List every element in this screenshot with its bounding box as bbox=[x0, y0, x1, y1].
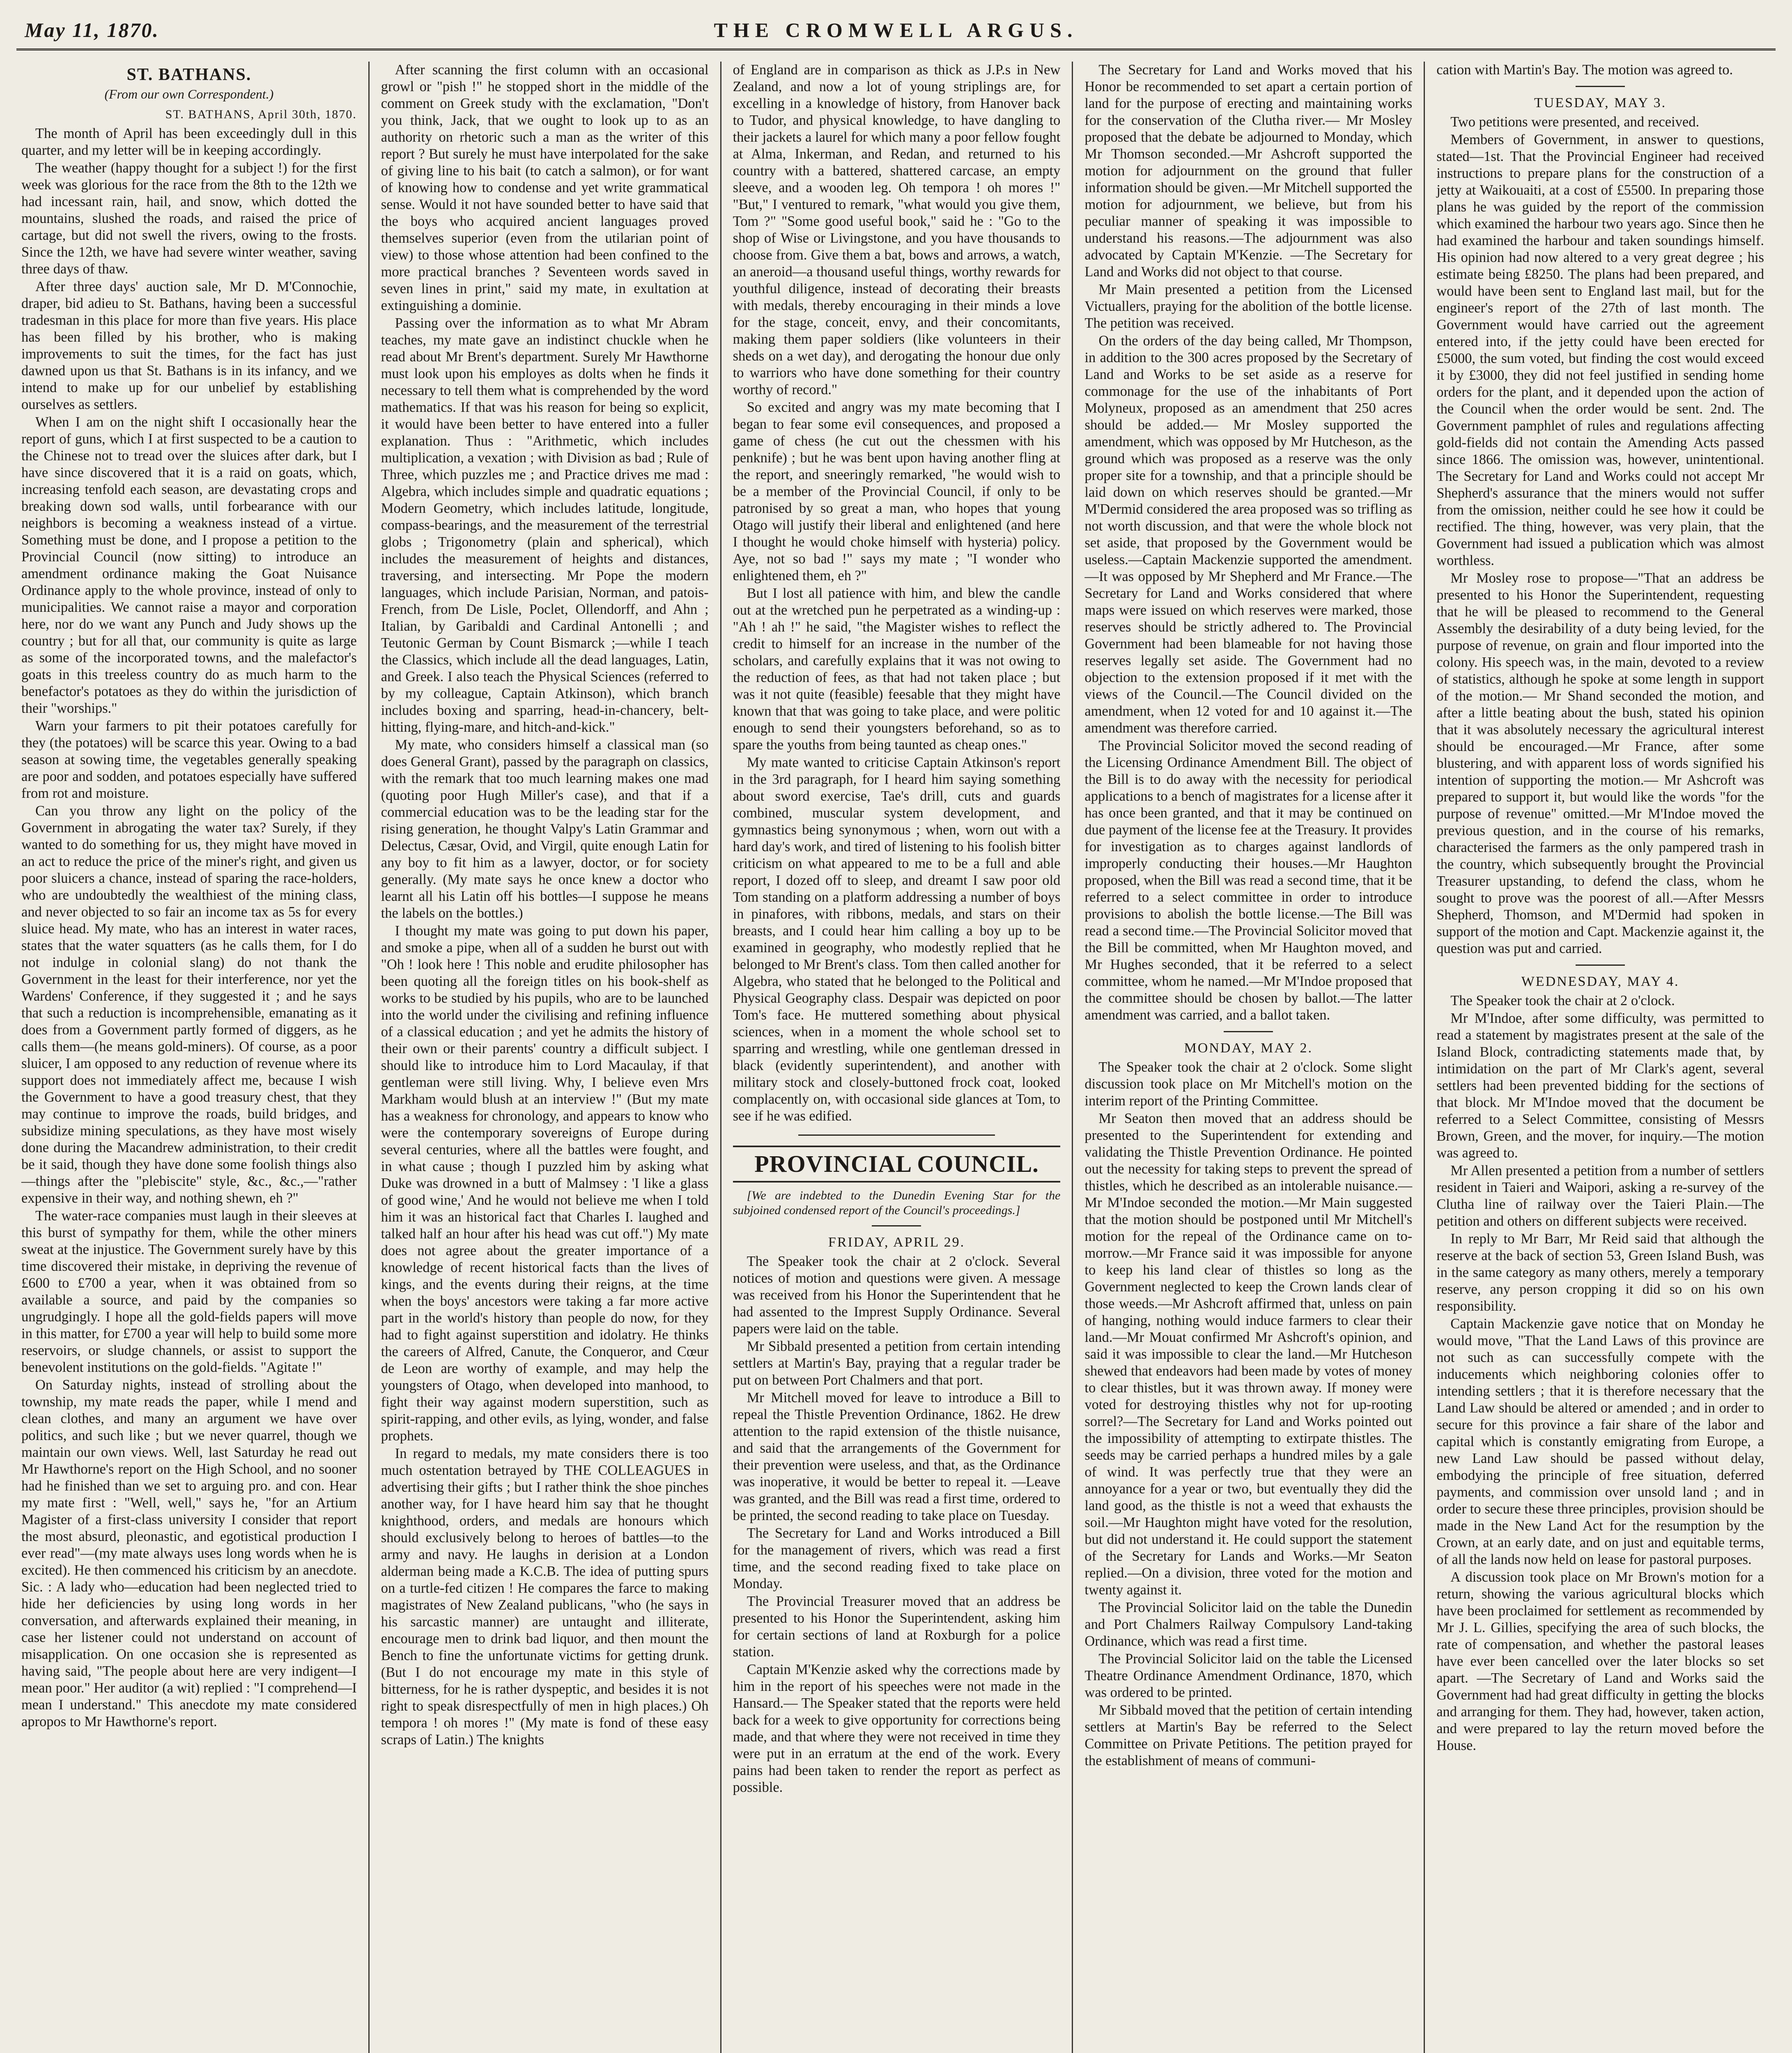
paragraph: of England are in comparison as thick as J.P.s in New Zealand, and now a lot of young striplings are, for excelling in a knowledge of history, from Hanover back to Tudor, and physical knowledge, to have dangling to their jackets a laurel for which many a poor fellow fought at Alma, Inkerman, and Redan, and returned to his country with a battered, shattered carcase, an empty sleeve, and a wooden leg. Oh tempora ! oh mores !" "But," I ventured to remark, "what would you give them, Tom ?" "Some good useful book," said he : "Go to the shop of Wise or Livingstone, and you have thousands to choose from. Give them a bat, bows and arrows, a watch, an aneroid—a thousand useful things, worthy rewards for youthful diligence, instead of decorating their breasts with medals, thereby encouraging in their minds a love for the stage, conceit, envy, and their concomitants, making them paper soldiers (like volunteers in their sheds on a wet day), and derogating the honour due only to warriors who have done something for their country worthy of record." bbox=[733, 62, 1061, 397]
column-3 bbox=[720, 62, 1072, 2053]
paragraph: I thought my mate was going to put down his paper, and smoke a pipe, when all of a sudden he burst out with "Oh ! look here ! This noble and erudite philosopher has been quoting all the foreign titles on his book-shelf as works to be studied by his pupils, who are to be launched into the world under the civilising and refining influence of a classical education ; and yet he admits the history of their own or their parents' country a difficult subject. I should like to introduce him to Lord Macaulay, if that gentleman were still living. Why, I believe even Mrs Markham would blush at an interview !" (But my mate has a weakness for chronology, and appears to know who were the contemporary sovereigns of Europe during several centuries, where all the battles were fought, and in what cause ; though I puzzled him by asking what Duke was drowned in a butt of Malmsey : 'I like a glass of good wine,' And he would not believe me when I told him it was an historical fact that Charles I. laughed and talked half an hour after his head was cut off.") My mate does not agree about the greater importance of a knowledge of recent historical facts than the lives of kings, and the events during their reigns, at the time when the boys' ancestors were taking a far more active part in the world's history than people do now, for they had to fight against superstition and idolatry. He thinks the careers of Alfred, Canute, the Conqueror, and Cœur de Leon are worthy of example, and may help the youngsters of Otago, when developed into manhood, to fight their way against modern superstition, such as spirit-rapping, and other evils, as lying, wonder, and false prophets. bbox=[381, 923, 709, 1444]
paragraph: My mate wanted to criticise Captain Atkinson's report in the 3rd paragraph, for I heard him saying something about sword exercise, Tae's drill, cuts and guards combined, muscular system development, and gymnastics being synonymous ; when, worn out with a hard day's work, and tired of listening to his foolish bitter criticism on what appeared to me to be a full and able report, I dozed off to sleep, and dreamt I saw poor old Tom standing on a platform addressing a number of boys in pinafores, with ribbons, medals, and stars on their breasts, and I could hear him calling a boy up to be examined in geography, who modestly replied that he belonged to Mr Brent's class. Tom then called another for Algebra, who stated that he belonged to the Political and Physical Geography class. Despair was depicted on poor Tom's face. He muttered something about physical sciences, when in a moment the whole school set to sparring and wrestling, while one gentleman dressed in black (evidently superintendent), and another with military stock and closely-buttoned frock coat, looked complacently on, with occasional side glances at Tom, to see if he was edified. bbox=[733, 755, 1061, 1124]
paragraph: So excited and angry was my mate becoming that I began to fear some evil consequences, and proposed a game of chess (he cut out the chessmen with his penknife) ; but he was bent upon having another fling at the report, and sneeringly remarked, "he would wish to be a member of the Provincial Council, if only to be patronised by so great a man, who hopes that young Otago will justify their liberal and enlightened (and here I thought he would choke himself with hysteria) policy. Aye, not so bad !" says my mate ; "I wonder who enlightened them, eh ?" bbox=[733, 400, 1061, 583]
paragraph: Passing over the information as to what Mr Abram teaches, my mate gave an indistinct chuckle when he read about Mr Brent's department. Surely Mr Hawthorne must look upon his employes as dolts when he finds it necessary to tell them what is comprehended by the word mathematics. If that was his reason for being so explicit, it would have been better to have entered into a fuller explanation. Thus : "Arithmetic, which includes multiplication, a vexation ; with Division as bad ; Rule of Three, which puzzles me ; and Practice drives me mad : Algebra, which includes simple and quadratic equations ; Modern Geometry, which includes latitude, longitude, compass-bearings, and the measurement of the terrestrial globs ; Trigonometry (plain and spherical), which includes the measurement of heights and distances, traversing, and intersecting. Mr Pope the modern languages, which include Parisian, Norman, and patois-French, from De Lisle, Poclet, Ollendorff, and Ahn ; Italian, by Garibaldi and Cardinal Antonelli ; and Teutonic German by Count Bismarck ;—while I teach the Classics, which include all the dead languages, Latin, and Greek. I also teach the Physical Sciences (referred to by my colleague, Captain Atkinson), which branch includes boxing and sparring, head-in-chancery, belt-hitting, flying-mare, and hitch-and-kick." bbox=[381, 315, 709, 735]
masthead bbox=[16, 16, 1776, 51]
paragraph: The Provincial Solicitor laid on the table the Licensed Theatre Ordinance Amendment Ordinance, 1870, which was ordered to be printed. bbox=[1084, 1651, 1413, 1700]
column-1 bbox=[16, 62, 368, 2053]
paragraph: Warn your farmers to pit their potatoes carefully for they (the potatoes) will be scarce this year. Owing to a bad season at sowing time, the vegetables generally speaking are poor and sodden, and potatoes especially have suffered from rot and moisture. bbox=[21, 718, 357, 801]
dateline: ST. BATHANS, April 30th, 1870. bbox=[165, 108, 357, 121]
paragraph: After three days' auction sale, Mr D. M'Connochie, draper, bid adieu to St. Bathans, having been a successful tradesman in this place for more than five years. His place has been filled by his brother, who is making improvements to suit the times, for the fact has just dawned upon us that St. Bathans is in its infancy, and we intend to make up for our unbelief by establishing ourselves as settlers. bbox=[21, 279, 357, 412]
divider bbox=[1576, 86, 1625, 87]
correspondent-credit: (From our own Correspondent.) bbox=[104, 87, 274, 101]
day-heading-wednesday: WEDNESDAY, MAY 4. bbox=[1521, 974, 1679, 989]
column-2 bbox=[368, 62, 720, 2053]
paragraph: On Saturday nights, instead of strolling about the township, my mate reads the paper, while I mend and clean clothes, and many an argument we have over politics, and such like ; but we never quarrel, though we maintain our own views. Well, last Saturday he read out Mr Hawthorne's report on the High School, and no sooner had he finished than we set to arguing pro. and con. Hear my mate first : "Well, well," says he, "for an Artium Magister of a first-class university I consider that report the most absurd, pleonastic, and egotistical production I ever read"—(my mate always uses long words when he is excited). He then commenced his criticism by an anecdote. Sic. : A lady who—education had been neglected tried to hide her deficiencies by using long words in her conversation, and afterwards explained their meaning, in case her listener could not understand on account of misapplication. On one occasion she is represented as having said, "The people about here are very indigent—I mean poor." Her auditor (a wit) replied : "I comprehend—I mean I understand." This anecdote my mate considered apropos to Mr Hawthorne's report. bbox=[21, 1377, 357, 1729]
paragraph: The Secretary for Land and Works introduced a Bill for the management of rivers, which was read a first time, and the second reading fixed to take place on Monday. bbox=[733, 1525, 1061, 1591]
paragraph: The weather (happy thought for a subject !) for the first week was glorious for the race from the 8th to the 12th we had incessant rain, hail, and snow, which dotted the mountains, slushed the roads, and raised the price of cartage, but did not swell the rivers, owing to the frosts. Since the 12th, we have had severe winter weather, saving three days of thaw. bbox=[21, 160, 357, 277]
paragraph: Mr M'Indoe, after some difficulty, was permitted to read a statement by magistrates present at the sale of the Island Block, contradicting statements made that, by intimidation on the part of Mr Clark's agent, several settlers had been prevented bidding for the sections of that block. Mr M'Indoe moved that the document be referred to a Select Committee, consisting of Messrs Brown, Green, and the mover, for inquiry.—The motion was agreed to. bbox=[1436, 1010, 1764, 1161]
section-divider bbox=[798, 1134, 995, 1136]
divider bbox=[1576, 964, 1625, 966]
paragraph: But I lost all patience with him, and blew the candle out at the wretched pun he perpetrated as a winding-up : "Ah ! ah !" he said, "the Magister wishes to reflect the credit to himself for an increase in the number of the scholars, and carefully explains that it was not owing to the reduction of fees, as that had not taken place ; but was it not quite (feasible) feesable that they might have known that that was going to take place, and were politic enough to send their youngsters beforehand, so as to spare the youths from being taunted as cheap ones." bbox=[733, 586, 1061, 753]
section-heading-provincial-council: PROVINCIAL COUNCIL. bbox=[733, 1146, 1061, 1183]
paragraph: When I am on the night shift I occasionally hear the report of guns, which I at first suspected to be a caution to the Chinese not to tread over the sluices after dark, but I have since discovered that it is a raid on goats, which, increasing tenfold each season, are devastating crops and breaking down sod walls, until forbearance with our neighbors is becoming a weakness instead of a virtue. Something must be done, and I propose a petition to the Provincial Council (now sitting) to introduce an amendment ordinance making the Goat Nuisance Ordinance apply to the whole province, instead of only to municipalities. We cannot raise a mayor and corporation here, nor do we want any Punch and Judy shows up the country ; but for all that, our community is quite as large as some of the incorporated towns, and the malefactor's goats in this treeless country do as much harm to the benefactor's potatoes as they do within the jurisdiction of their "worships." bbox=[21, 414, 357, 716]
paragraph: The Speaker took the chair at 2 o'clock. bbox=[1450, 993, 1675, 1008]
divider bbox=[1224, 1031, 1273, 1032]
paragraph: Mr Sibbald moved that the petition of certain intending settlers at Martin's Bay be referred to the Select Committee on Private Petitions. The petition prayed for the establishment of means of communi- bbox=[1084, 1702, 1413, 1768]
paragraph: A discussion took place on Mr Brown's motion for a return, showing the various agricultural blocks which have been proclaimed for settlement as recommended by Mr J. L. Gillies, specifying the area of such blocks, the rate of compensation, and whether the pastoral leases have ever been cancelled over the later blocks so set apart. —The Secretary of Land and Works said the Government had had great difficulty in getting the blocks and arranging for them. They had, however, taken action, and were prepared to lay the return moved before the House. bbox=[1436, 1569, 1764, 1753]
paragraph: My mate, who considers himself a classical man (so does General Grant), passed by the paragraph on classics, with the remark that too much learning makes one mad (quoting poor Hugh Miller's case), and that if a commercial education was to be the leading star for the rising generation, he thought Valpy's Latin Grammar and Delectus, Cæsar, Ovid, and Virgil, quite enough Latin for any boy to fit him as a lawyer, doctor, or for society generally. (My mate says he once knew a doctor who learnt all his Latin off his bottles—I suppose he means the labels on the bottles.) bbox=[381, 737, 709, 921]
paragraph: Two petitions were presented, and received. bbox=[1450, 114, 1700, 130]
column-5 bbox=[1424, 62, 1776, 2053]
editorial-note: [We are indebted to the Dunedin Evening Star for the subjoined condensed report of the Council's proceedings.] bbox=[733, 1189, 1061, 1217]
paragraph: The Provincial Treasurer moved that an address be presented to his Honor the Superintendent, asking him for certain sections of land at Roxburgh for a police station. bbox=[733, 1594, 1061, 1660]
paragraph: The Speaker took the chair at 2 o'clock. Several notices of motion and questions were given. A message was received from his Honor the Superintendent that he had assented to the Imprest Supply Ordinance. Several papers were laid on the table. bbox=[733, 1254, 1061, 1337]
paragraph: The month of April has been exceedingly dull in this quarter, and my letter will be in keeping accordingly. bbox=[21, 126, 357, 158]
paragraph: Mr Mitchell moved for leave to introduce a Bill to repeal the Thistle Prevention Ordinance, 1862. He drew attention to the rapid extension of the thistle nuisance, and said that the arrangements of the Government for their prevention were useless, and that, as the Ordinance was inoperative, it would be better to repeal it. —Leave was granted, and the Bill was read a first time, ordered to be printed, the second reading to take place on Tuesday. bbox=[733, 1390, 1061, 1523]
issue-date: May 11, 1870. bbox=[25, 18, 159, 41]
paragraph: cation with Martin's Bay. The motion was agreed to. bbox=[1436, 62, 1733, 78]
paragraph: The Provincial Solicitor moved the second reading of the Licensing Ordinance Amendment Bill. The object of the Bill is to do away with the necessity for periodical applications to a bench of magistrates for a license after it has once been granted, and that it may be continued on due payment of the license fee at the Treasury. It provides for investigation as to charges against landlords of improperly conducting their houses.—Mr Haughton proposed, when the Bill was read a second time, that it be referred to a select committee in order to introduce provisions to abolish the bottle license.—The Bill was read a second time.—The Provincial Solicitor moved that the Bill be committed, when Mr Haughton moved, and Mr Hughes seconded, that it be referred to a select committee, whom he named.—Mr M'Indoe proposed that the committee should be chosen by ballot.—The latter amendment was carried, and a ballot taken. bbox=[1084, 738, 1413, 1023]
divider bbox=[872, 1225, 921, 1226]
paragraph: Can you throw any light on the policy of the Government in abrogating the water tax? Surely, if they wanted to do something for us, they might have moved in an act to reduce the price of the miner's right, and given us poor sluicers a chance, instead of sparing the race-holders, who are undoubtedly the wealthiest of the mining class, and never objected to so fair an income tax as 5s for every sluice head. My mate, who has an interest in water races, states that the water squatters (as he calls them, for I do not indulge in colonial slang) do not thank the Government in the least for their interference, nor yet the Wardens' Conference, if they suggested it ; and he says that such a reduction is incomprehensible, emanating as it does from a Government partly formed of diggers, as he calls them—(he means gold-miners). Of course, as a poor sluicer, I am opposed to any reduction of revenue where its support does not immediately affect me, because I wish the Government to have a good treasury chest, that they may continue to improve the roads, build bridges, and subsidize mining speculations, as they have most wisely done during the Macandrew administration, to their credit be it said, though they have done some foolish things also—things after the "plebiscite" style, &c., &c.,—"rather expensive in their way, and nothing shewn, eh ?" bbox=[21, 803, 357, 1206]
paragraph: The Speaker took the chair at 2 o'clock. Some slight discussion took place on Mr Mitchell's motion on the interim report of the Printing Committee. bbox=[1084, 1059, 1413, 1109]
day-heading-tuesday: TUESDAY, MAY 3. bbox=[1534, 95, 1667, 110]
day-heading-monday: MONDAY, MAY 2. bbox=[1184, 1040, 1313, 1056]
paragraph: The Provincial Solicitor laid on the table the Dunedin and Port Chalmers Railway Compulsory Land-taking Ordinance, which was read a first time. bbox=[1084, 1600, 1413, 1649]
paragraph: Mr Seaton then moved that an address should be presented to the Superintendent for extending and validating the Thistle Prevention Ordinance. He pointed out the necessity for taking steps to prevent the spread of thistles, which he described as an intolerable nuisance.—Mr M'Indoe seconded the motion.—Mr Main suggested that the motion should be postponed until Mr Mitchell's motion for the repeal of the Ordinance came on to-morrow.—Mr France said it was impossible for anyone to keep his land clear of thistles so long as the Government neglected to keep the Crown lands clear of those weeds.—Mr Ashcroft affirmed that, unless on pain of hanging, nothing would induce farmers to clear their land.—Mr Mouat confirmed Mr Ashcroft's opinion, and said it was impossible to clear the land.—Mr Hutcheson shewed that endeavors had been made by votes of money to clear thistles, but it was thrown away. If money were voted for destroying thistles why not for up-rooting sorrel?—The Secretary for Land and Works pointed out the impossibility of attempting to extirpate thistles. The seeds may be carried perhaps a hundred miles by a gale of wind. It was perfectly true that they were an annoyance for a year or two, but eventually they did the land good, as the thistle is not a weed that exhausts the soil.—Mr Haughton might have voted for the resolution, but did not understand it. He could support the statement of the Secretary for Lands and Works.—Mr Seaton replied.—On a division, three voted for the motion and twenty against it. bbox=[1084, 1111, 1413, 1598]
paragraph: The Secretary for Land and Works moved that his Honor be recommended to set apart a certain portion of land for the purpose of erecting and maintaining works for the conservation of the Clutha river.— Mr Mosley proposed that the debate be adjourned to Monday, which Mr Thomson seconded.—Mr Ashcroft supported the motion for adjournment on the ground that fuller information should be given.—Mr Mitchell supported the motion for adjournment, we believe, but from his peculiar manner of speaking it was impossible to understand his reasons.—The adjournment was also advocated by Captain M'Kenzie. —The Secretary for Land and Works did not object to that course. bbox=[1084, 62, 1413, 280]
paragraph: Mr Main presented a petition from the Licensed Victuallers, praying for the abolition of the bottle license. The petition was received. bbox=[1084, 282, 1413, 331]
paragraph: Mr Mosley rose to propose—"That an address be presented to his Honor the Superintendent, requesting that he will be pleased to recommend to the General Assembly the desirability of a duty being levied, for the purpose of revenue, on grain and flour imported into the colony. His speech was, in the main, devoted to a review of statistics, although he spoke at some length in support of the motion.— Mr Shand seconded the motion, and after a little beating about the bush, stated his opinion that it was absolutely necessary the agricultural interest should be encouraged.—Mr France, after some blustering, and with apparent loss of words signified his intention of supporting the motion.— Mr Ashcroft was prepared to support it, but would like the words "for the purpose of revenue" omitted.—Mr M'Indoe moved the previous question, and in the course of his remarks, characterised the farmers as the only pampered trash in the country, which subsequently brought the Provincial Treasurer upstanding, to defend the class, whom he sought to prove was the poorest of all.—After Messrs Shepherd, Thomson, and M'Dermid had spoken in support of the motion and Capt. Mackenzie against it, the question was put and carried. bbox=[1436, 570, 1764, 956]
paragraph: After scanning the first column with an occasional growl or "pish !" he stopped short in the middle of the comment on Greek study with the exclamation, "Don't you think, Jack, that we ought to look up to as an authority on rhetoric such a man as the writer of this report ? But surely he must have interpolated for the sake of giving line to his bait (to catch a salmon), or for want of knowing how to condense and yet write grammatical sense. Would it not have sounded better to have said that the boys who acquired ancient languages proved themselves superior (even from the utilarian point of view) to those whose attention had been confined to the more practical branches ? Seventeen words saved in seven lines in print," said my mate, in exultation at extinguishing a dominie. bbox=[381, 62, 709, 313]
paragraph: In reply to Mr Barr, Mr Reid said that although the reserve at the back of section 53, Green Island Bush, was in the same category as many others, merely a temporary reserve, any person cropping it did so on his own responsibility. bbox=[1436, 1231, 1764, 1314]
column-grid bbox=[16, 62, 1776, 2053]
paragraph: On the orders of the day being called, Mr Thompson, in addition to the 300 acres proposed by the Secretary of Land and Works to be set aside as a reserve for commonage for the use of the inhabitants of Port Molyneux, proposed as an amendment that 250 acres should be added.— Mr Mosley supported the amendment, which was opposed by Mr Hutcheson, as the ground which was proposed as a reserve was the only proper site for a township, and that a principle should be laid down on which reserves should be granted.—Mr M'Dermid considered the area proposed was so trifling as not worth discussion, and that were the whole block not set aside, that proposed by the Government would be useless.—Captain Mackenzie supported the amendment.—It was opposed by Mr Shepherd and Mr France.—The Secretary for Land and Works considered that where maps were issued on which reserves were marked, those reserves should be strictly adhered to. The Provincial Government had been blameable for not having those reserves legally set aside. The Government had no objection to the extension proposed if it met with the views of the Council.—The Council divided on the amendment, when 12 voted for and 10 against it.—The amendment was therefore carried. bbox=[1084, 333, 1413, 736]
paragraph: Captain Mackenzie gave notice that on Monday he would move, "That the Land Laws of this province are not such as can successfully compete with the inducements which neighboring colonies offer to intending settlers ; that it is therefore necessary that the Land Law should be altered or amended ; and in order to secure for this province a fair share of the labor and capital which is constantly emigrating from Europe, a new Land Law should be passed without delay, embodying the principle of free situation, deferred payments, and commission over unsold land ; and in order to secure these three principles, provision should be made in the New Land Act for the resumption by the Crown, at an early date, and on just and equitable terms, of all the lands now held on lease for pastoral purposes. bbox=[1436, 1316, 1764, 1567]
column-4 bbox=[1072, 62, 1424, 2053]
newspaper-title: THE CROMWELL ARGUS. bbox=[714, 18, 1078, 41]
paragraph: Members of Government, in answer to questions, stated—1st. That the Provincial Engineer had received instructions to prepare plans for the construction of a jetty at Waikouaiti, at a cost of £5500. In preparing those plans he was guided by the report of the commission which examined the harbour two years ago. Since then he had examined the harbour and taken soundings himself. His opinion had now altered to a very great degree ; his estimate being £8250. The plans had been prepared, and would have been sent to England last mail, but for the engineer's report of the 27th of last month. The Government would have carried out the agreement entered into, if the jetty could have been erected for £5000, the sum voted, but finding the cost would exceed it by £3000, they did not feel justified in sending home orders for the plant, and it depended upon the action of the Council when the order would be sent. 2nd. The Government pamphlet of rules and regulations affecting gold-fields did not contain the Amending Acts passed since 1866. The omission was, however, unintentional. The Secretary for Land and Works could not accept Mr Shepherd's assurance that the miners would not suffer from the omission, neither could he see how it could be rectified. The thing, however, was very plain, that the Government had issued a publication which was almost worthless. bbox=[1436, 132, 1764, 568]
paragraph: Mr Allen presented a petition from a number of settlers resident in Taieri and Waipori, asking a re-survey of the Clutha line of railway over the Taieri Plain.—The petition and others on different subjects were received. bbox=[1436, 1163, 1764, 1229]
paragraph: Captain M'Kenzie asked why the corrections made by him in the report of his speeches were not made in the Hansard.— The Speaker stated that the reports were held back for a week to give opportunity for corrections being made, and that where they were not received in time they were put in an erratum at the end of the work. Every pains had been taken to render the report as perfect as possible. bbox=[733, 1662, 1061, 1795]
paragraph: The water-race companies must laugh in their sleeves at this burst of sympathy for them, while the other miners sweat at the injustice. The Government surely have by this time discovered their mistake, in depriving the revenue of £600 to £700 a year, when it was obtained from so available a source, and paid by the companies so ungrudgingly. I hope all the gold-fields papers will move in this matter, for £700 a year will help to build some more reservoirs, or sludge channels, or assist to support the benevolent institutions on the gold-fields. "Agitate !" bbox=[21, 1208, 357, 1375]
paragraph: In regard to medals, my mate considers there is too much ostentation betrayed by THE COLLEAGUES in advertising their gifts ; but I rather think the shoe pinches another way, for I have heard him say that he thought knighthood, orders, and medals are honours which should exclusively belong to heroes of battles—to the army and navy. He laughs in derision at a London alderman being made a K.C.B. The idea of putting spurs on a turtle-fed citizen ! He compares the farce to making magistrates of New Zealand publicans, "who (he says in his sarcastic manner) are untaught and illiterate, encourage men to drink bad liquor, and then mount the Bench to fine the unfortunate victims for getting drunk. (But I do not encourage my mate in this style of bitterness, for he is rather dyspeptic, and besides it is not right to speak disrespectfully of men in high places.) Oh tempora ! oh mores !" (My mate is fond of these easy scraps of Latin.) The knights bbox=[381, 1446, 709, 1748]
day-heading-friday: FRIDAY, APRIL 29. bbox=[828, 1235, 965, 1250]
paragraph: Mr Sibbald presented a petition from certain intending settlers at Martin's Bay, praying that a regular trader be put on between Port Chalmers and that port. bbox=[733, 1339, 1061, 1388]
article-heading-st-bathans: ST. BATHANS. bbox=[126, 65, 252, 84]
